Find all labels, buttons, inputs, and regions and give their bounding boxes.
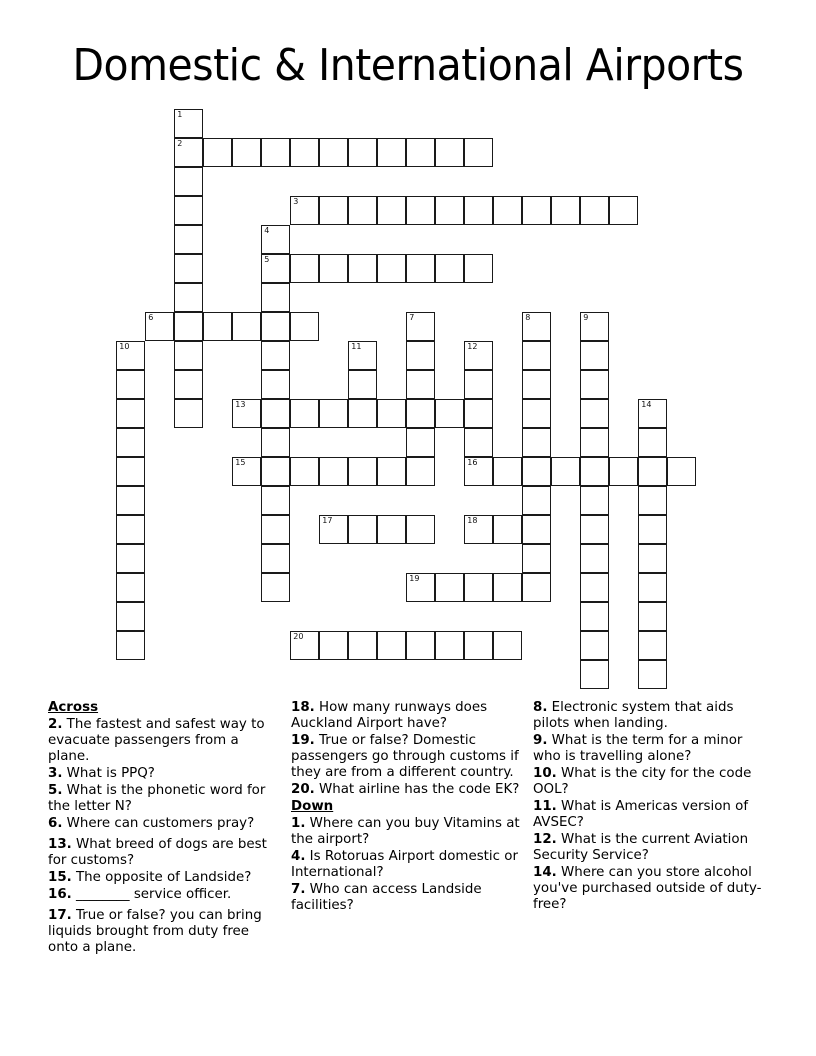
clue-across-5: 5. What is the phonetic word for the letter N? [48, 783, 266, 814]
grid-cell[interactable] [435, 254, 464, 283]
clue-number: 4 [264, 226, 270, 236]
grid-cell[interactable] [406, 515, 435, 544]
grid-cell[interactable] [261, 515, 290, 544]
clue-number: 3 [293, 197, 299, 207]
grid-cell[interactable] [377, 457, 406, 486]
grid-cell[interactable] [174, 312, 203, 341]
clue-down-9: 9. What is the term for a minor who is travelling alone? [533, 733, 743, 764]
grid-cell[interactable] [174, 225, 203, 254]
grid-cell[interactable] [348, 457, 377, 486]
grid-cell[interactable] [522, 196, 551, 225]
clue-number: 17 [322, 516, 333, 526]
grid-cell[interactable] [261, 138, 290, 167]
grid-cell[interactable] [580, 457, 609, 486]
clue-down-7: 7. Who can access Landside facilities? [291, 882, 482, 913]
clue-across-18: 18. How many runways does Auckland Airport have? [291, 700, 488, 731]
clue-across-13: 13. What breed of dogs are best for customs? [48, 837, 267, 868]
grid-cell[interactable] [464, 457, 493, 486]
grid-cell[interactable] [406, 196, 435, 225]
grid-cell[interactable] [203, 312, 232, 341]
grid-cell[interactable] [406, 138, 435, 167]
grid-cell[interactable] [290, 399, 319, 428]
clues-column-3 [533, 700, 773, 914]
clue-across-20: 20. What airline has the code EK? [291, 782, 520, 797]
clues-column-2 [291, 700, 523, 915]
grid-cell[interactable] [667, 457, 696, 486]
grid-cell[interactable] [174, 138, 203, 167]
grid-cell[interactable] [522, 573, 551, 602]
grid-cell[interactable] [464, 254, 493, 283]
grid-cell[interactable] [377, 515, 406, 544]
grid-cell[interactable] [580, 602, 609, 631]
grid-cell[interactable] [290, 196, 319, 225]
grid-cell[interactable] [493, 457, 522, 486]
clue-number: 1 [177, 110, 183, 120]
down-heading: Down [291, 799, 334, 814]
grid-cell[interactable] [116, 457, 145, 486]
grid-cell[interactable] [348, 399, 377, 428]
grid-cell[interactable] [261, 283, 290, 312]
grid-cell[interactable] [319, 515, 348, 544]
grid-cell[interactable] [406, 312, 435, 341]
grid-cell[interactable] [116, 399, 145, 428]
clue-number: 16 [467, 458, 478, 468]
grid-cell[interactable] [232, 138, 261, 167]
clue-number: 6 [148, 313, 154, 323]
grid-cell[interactable] [261, 370, 290, 399]
grid-cell[interactable] [174, 399, 203, 428]
grid-cell[interactable] [319, 631, 348, 660]
grid-cell[interactable] [493, 631, 522, 660]
grid-cell[interactable] [232, 399, 261, 428]
clue-number: 15 [235, 458, 246, 468]
grid-cell[interactable] [145, 312, 174, 341]
grid-cell[interactable] [406, 254, 435, 283]
clue-across-6: 6. Where can customers pray? [48, 816, 255, 831]
grid-cell[interactable] [116, 370, 145, 399]
grid-cell[interactable] [261, 399, 290, 428]
clues-column-1 [48, 700, 280, 957]
grid-cell[interactable] [377, 399, 406, 428]
grid-cell[interactable] [261, 312, 290, 341]
grid-cell[interactable] [261, 254, 290, 283]
grid-cell[interactable] [377, 138, 406, 167]
grid-cell[interactable] [464, 428, 493, 457]
grid-cell[interactable] [174, 370, 203, 399]
grid-cell[interactable] [638, 544, 667, 573]
grid-cell[interactable] [580, 370, 609, 399]
grid-cell[interactable] [609, 196, 638, 225]
grid-cell[interactable] [290, 312, 319, 341]
grid-cell[interactable] [638, 486, 667, 515]
grid-cell[interactable] [406, 457, 435, 486]
grid-cell[interactable] [261, 341, 290, 370]
grid-cell[interactable] [319, 399, 348, 428]
clue-across-17: 17. True or false? you can bring liquids brought from duty free onto a plane. [48, 908, 262, 955]
grid-cell[interactable] [406, 428, 435, 457]
clue-down-14: 14. Where can you store alcohol you've purchased outside of duty-free? [533, 865, 762, 912]
grid-cell[interactable] [261, 428, 290, 457]
grid-cell[interactable] [261, 573, 290, 602]
grid-cell[interactable] [406, 370, 435, 399]
across-heading: Across [48, 700, 99, 715]
grid-cell[interactable] [261, 457, 290, 486]
clue-across-2: 2. The fastest and safest way to evacuate passengers from a plane. [48, 717, 265, 764]
clue-down-10: 10. What is the city for the code OOL? [533, 766, 752, 797]
grid-cell[interactable] [638, 660, 667, 689]
grid-cell[interactable] [348, 515, 377, 544]
clue-number: 14 [641, 400, 652, 410]
grid-cell[interactable] [493, 196, 522, 225]
grid-cell[interactable] [174, 109, 203, 138]
grid-cell[interactable] [116, 428, 145, 457]
grid-cell[interactable] [464, 341, 493, 370]
clue-down-12: 12. What is the current Aviation Security Service? [533, 832, 749, 863]
clue-number: 2 [177, 139, 183, 149]
grid-cell[interactable] [290, 254, 319, 283]
grid-cell[interactable] [580, 486, 609, 515]
grid-cell[interactable] [580, 660, 609, 689]
grid-cell[interactable] [580, 399, 609, 428]
grid-cell[interactable] [638, 602, 667, 631]
grid-cell[interactable] [348, 254, 377, 283]
grid-cell[interactable] [522, 486, 551, 515]
grid-cell[interactable] [464, 515, 493, 544]
grid-cell[interactable] [464, 196, 493, 225]
grid-cell[interactable] [406, 341, 435, 370]
grid-cell[interactable] [580, 573, 609, 602]
grid-cell[interactable] [203, 138, 232, 167]
grid-cell[interactable] [116, 631, 145, 660]
grid-cell[interactable] [638, 457, 667, 486]
grid-cell[interactable] [580, 341, 609, 370]
clue-number: 8 [525, 313, 531, 323]
grid-cell[interactable] [493, 515, 522, 544]
grid-cell[interactable] [290, 457, 319, 486]
clue-across-3: 3. What is PPQ? [48, 766, 155, 781]
grid-cell[interactable] [522, 341, 551, 370]
grid-cell[interactable] [406, 573, 435, 602]
grid-cell[interactable] [174, 167, 203, 196]
grid-cell[interactable] [522, 428, 551, 457]
grid-cell[interactable] [116, 341, 145, 370]
grid-cell[interactable] [348, 341, 377, 370]
grid-cell[interactable] [580, 515, 609, 544]
grid-cell[interactable] [290, 138, 319, 167]
clue-down-1: 1. Where can you buy Vitamins at the airport? [291, 816, 520, 847]
grid-cell[interactable] [406, 631, 435, 660]
grid-cell[interactable] [551, 196, 580, 225]
grid-cell[interactable] [174, 196, 203, 225]
clue-across-15: 15. The opposite of Landside? [48, 870, 252, 885]
grid-cell[interactable] [435, 196, 464, 225]
grid-cell[interactable] [638, 515, 667, 544]
grid-cell[interactable] [261, 486, 290, 515]
grid-cell[interactable] [464, 399, 493, 428]
grid-cell[interactable] [174, 283, 203, 312]
grid-cell[interactable] [638, 631, 667, 660]
grid-cell[interactable] [638, 399, 667, 428]
grid-cell[interactable] [348, 370, 377, 399]
clue-down-8: 8. Electronic system that aids pilots when landing. [533, 700, 734, 731]
clue-number: 13 [235, 400, 246, 410]
grid-cell[interactable] [464, 631, 493, 660]
grid-cell[interactable] [522, 370, 551, 399]
grid-cell[interactable] [261, 225, 290, 254]
clue-across-16: 16. ________ service officer. [48, 887, 232, 902]
clue-number: 7 [409, 313, 415, 323]
clue-number: 10 [119, 342, 130, 352]
grid-cell[interactable] [116, 573, 145, 602]
grid-cell[interactable] [522, 312, 551, 341]
grid-cell[interactable] [116, 515, 145, 544]
grid-cell[interactable] [435, 631, 464, 660]
grid-cell[interactable] [377, 196, 406, 225]
grid-cell[interactable] [116, 602, 145, 631]
clue-number: 9 [583, 313, 589, 323]
grid-cell[interactable] [522, 399, 551, 428]
grid-cell[interactable] [522, 457, 551, 486]
grid-cell[interactable] [377, 631, 406, 660]
grid-cell[interactable] [435, 399, 464, 428]
grid-cell[interactable] [435, 138, 464, 167]
clue-number: 12 [467, 342, 478, 352]
grid-cell[interactable] [319, 196, 348, 225]
grid-cell[interactable] [348, 631, 377, 660]
grid-cell[interactable] [464, 573, 493, 602]
grid-cell[interactable] [348, 138, 377, 167]
grid-cell[interactable] [580, 544, 609, 573]
grid-cell[interactable] [174, 254, 203, 283]
clue-number: 19 [409, 574, 420, 584]
grid-cell[interactable] [319, 138, 348, 167]
grid-cell[interactable] [522, 544, 551, 573]
clue-number: 11 [351, 342, 362, 352]
grid-cell[interactable] [174, 341, 203, 370]
grid-cell[interactable] [580, 631, 609, 660]
grid-cell[interactable] [638, 573, 667, 602]
clue-number: 20 [293, 632, 304, 642]
grid-cell[interactable] [464, 138, 493, 167]
clue-number: 18 [467, 516, 478, 526]
grid-cell[interactable] [435, 573, 464, 602]
grid-cell[interactable] [580, 312, 609, 341]
grid-cell[interactable] [232, 457, 261, 486]
grid-cell[interactable] [232, 312, 261, 341]
grid-cell[interactable] [580, 428, 609, 457]
clue-down-4: 4. Is Rotoruas Airport domestic or International? [291, 849, 518, 880]
clue-down-11: 11. What is Americas version of AVSEC? [533, 799, 749, 830]
grid-cell[interactable] [406, 399, 435, 428]
puzzle-title: Domestic & International Airports [72, 40, 744, 91]
grid-cell[interactable] [638, 428, 667, 457]
grid-cell[interactable] [609, 457, 638, 486]
grid-cell[interactable] [522, 515, 551, 544]
grid-cell[interactable] [551, 457, 580, 486]
grid-cell[interactable] [493, 573, 522, 602]
grid-cell[interactable] [319, 254, 348, 283]
grid-cell[interactable] [116, 486, 145, 515]
clue-across-19: 19. True or false? Domestic passengers go through customs if they are from a different country. [291, 733, 519, 780]
grid-cell[interactable] [261, 544, 290, 573]
grid-cell[interactable] [290, 631, 319, 660]
grid-cell[interactable] [377, 254, 406, 283]
clue-number: 5 [264, 255, 270, 265]
grid-cell[interactable] [580, 196, 609, 225]
grid-cell[interactable] [464, 370, 493, 399]
grid-cell[interactable] [319, 457, 348, 486]
grid-cell[interactable] [348, 196, 377, 225]
grid-cell[interactable] [116, 544, 145, 573]
